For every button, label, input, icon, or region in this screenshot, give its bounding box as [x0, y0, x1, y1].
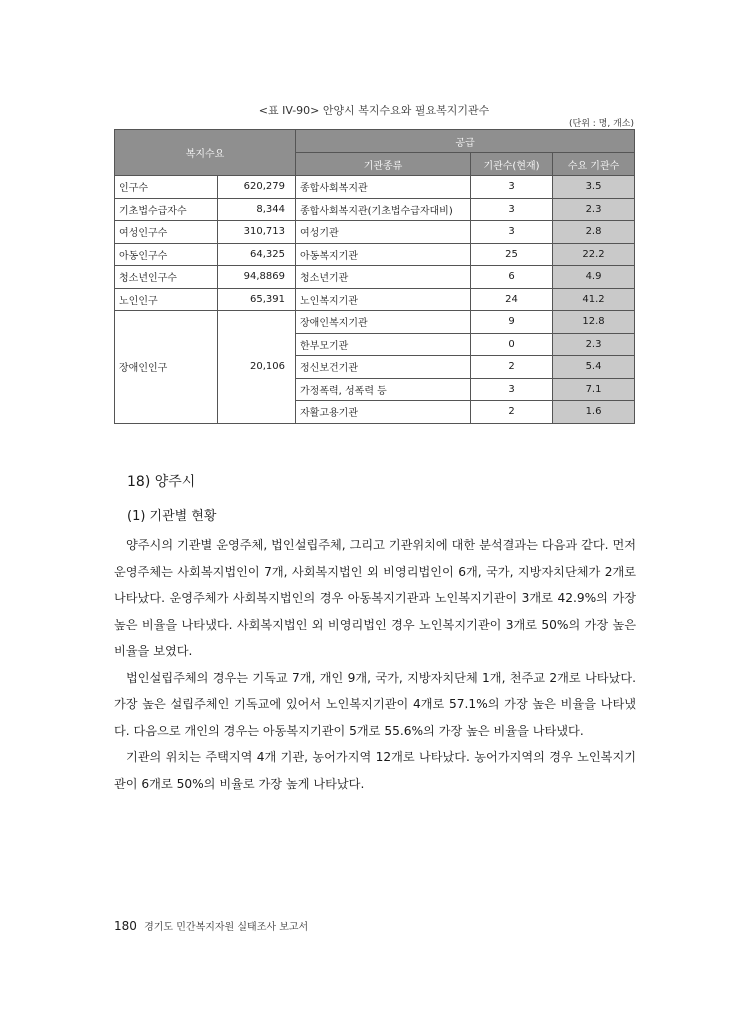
facility-count-current: 9 [471, 311, 553, 334]
facility-count-demand: 2.3 [553, 198, 635, 221]
subsection-heading: (1) 기관별 현황 [127, 509, 217, 524]
facility-type: 한부모기관 [296, 333, 471, 356]
section-heading: 18) 양주시 [127, 474, 196, 490]
table-row [115, 288, 635, 311]
demand-value: 94,8869 [218, 266, 296, 289]
facility-type: 가정폭력, 성폭력 등 [296, 378, 471, 401]
facility-count-demand: 2.8 [553, 221, 635, 244]
header-facility-count-current: 기관수(현재) [471, 153, 553, 176]
facility-count-current: 0 [471, 333, 553, 356]
facility-type: 자활고용기관 [296, 401, 471, 424]
facility-type: 종합사회복지관 [296, 176, 471, 199]
facility-count-current: 6 [471, 266, 553, 289]
demand-label: 청소년인구수 [115, 266, 218, 289]
table-row [115, 176, 635, 199]
facility-count-current: 3 [471, 378, 553, 401]
facility-count-demand: 4.9 [553, 266, 635, 289]
facility-type: 아동복지기관 [296, 243, 471, 266]
demand-value: 20,106 [218, 311, 296, 424]
header-demand-group: 복지수요 [115, 130, 296, 176]
table-row [115, 266, 635, 289]
facility-type: 여성기관 [296, 221, 471, 244]
facility-count-current: 3 [471, 176, 553, 199]
facility-count-current: 2 [471, 356, 553, 379]
demand-value: 64,325 [218, 243, 296, 266]
demand-value: 310,713 [218, 221, 296, 244]
table-row [115, 221, 635, 244]
facility-type: 장애인복지기관 [296, 311, 471, 334]
facility-count-current: 3 [471, 198, 553, 221]
demand-value: 8,344 [218, 198, 296, 221]
demand-value: 620,279 [218, 176, 296, 199]
table-row [115, 198, 635, 221]
unit-note: (단위 : 명, 개소) [569, 119, 634, 129]
page-footer [114, 918, 308, 933]
facility-count-current: 3 [471, 221, 553, 244]
body-text [114, 532, 636, 797]
header-facility-count-demand: 수요 기관수 [553, 153, 635, 176]
facility-count-demand: 1.6 [553, 401, 635, 424]
facility-count-demand: 12.8 [553, 311, 635, 334]
facility-count-demand: 2.3 [553, 333, 635, 356]
demand-value: 65,391 [218, 288, 296, 311]
table-title: <표 IV-90> 안양시 복지수요와 필요복지기관수 [258, 104, 490, 117]
facility-count-demand: 5.4 [553, 356, 635, 379]
facility-count-demand: 41.2 [553, 288, 635, 311]
facility-type: 청소년기관 [296, 266, 471, 289]
facility-count-demand: 7.1 [553, 378, 635, 401]
paragraph: 양주시의 기관별 운영주체, 법인설립주체, 그리고 기관위치에 대한 분석결과는 다음과 같다. 먼저 운영주체는 사회복지법인이 7개, 사회복지법인 외 비영리법인이 6개, 국가, 지방자치단체가 2개로 나타났다. 운영주체가 사회복지법인의 경우 아동복지기관과 노인복지기관이 3개로 42.9%의 가장 높은 비율을 나타냈다. 사회복지법인 외 비영리법인 경우 노인복지기관이 3개로 50%의 가장 높은 비율을 보였다. [114, 538, 636, 658]
report-title: 경기도 민간복지자원 실태조사 보고서 [144, 922, 309, 933]
paragraph: 기관의 위치는 주택지역 4개 기관, 농어가지역 12개로 나타났다. 농어가지역의 경우 노인복지기관이 6개로 50%의 비율로 가장 높게 나타났다. [114, 750, 636, 791]
welfare-demand-table [114, 129, 635, 424]
demand-label: 장애인인구 [115, 311, 218, 424]
demand-label: 아동인구수 [115, 243, 218, 266]
demand-label: 여성인구수 [115, 221, 218, 244]
facility-count-current: 25 [471, 243, 553, 266]
header-supply-group: 공급 [296, 130, 635, 153]
demand-label: 노인인구 [115, 288, 218, 311]
facility-count-current: 2 [471, 401, 553, 424]
paragraph: 법인설립주체의 경우는 기독교 7개, 개인 9개, 국가, 지방자치단체 1개, 천주교 2개로 나타났다. 가장 높은 설립주체인 기독교에 있어서 노인복지기관이 4개로 57.1%의 가장 높은 비율을 나타냈다. 다음으로 개인의 경우는 아동복지기관이 5개로 55.6%의 가장 높은 비율을 나타냈다. [114, 670, 636, 738]
demand-label: 인구수 [115, 176, 218, 199]
facility-count-current: 24 [471, 288, 553, 311]
demand-label: 기초법수급자수 [115, 198, 218, 221]
facility-type: 정신보건기관 [296, 356, 471, 379]
table-row [115, 243, 635, 266]
table-row [115, 311, 635, 334]
facility-type: 노인복지기관 [296, 288, 471, 311]
page-number: 180 [114, 919, 137, 933]
facility-count-demand: 22.2 [553, 243, 635, 266]
facility-count-demand: 3.5 [553, 176, 635, 199]
header-facility-type: 기관종류 [296, 153, 471, 176]
facility-type: 종합사회복지관(기초법수급자대비) [296, 198, 471, 221]
